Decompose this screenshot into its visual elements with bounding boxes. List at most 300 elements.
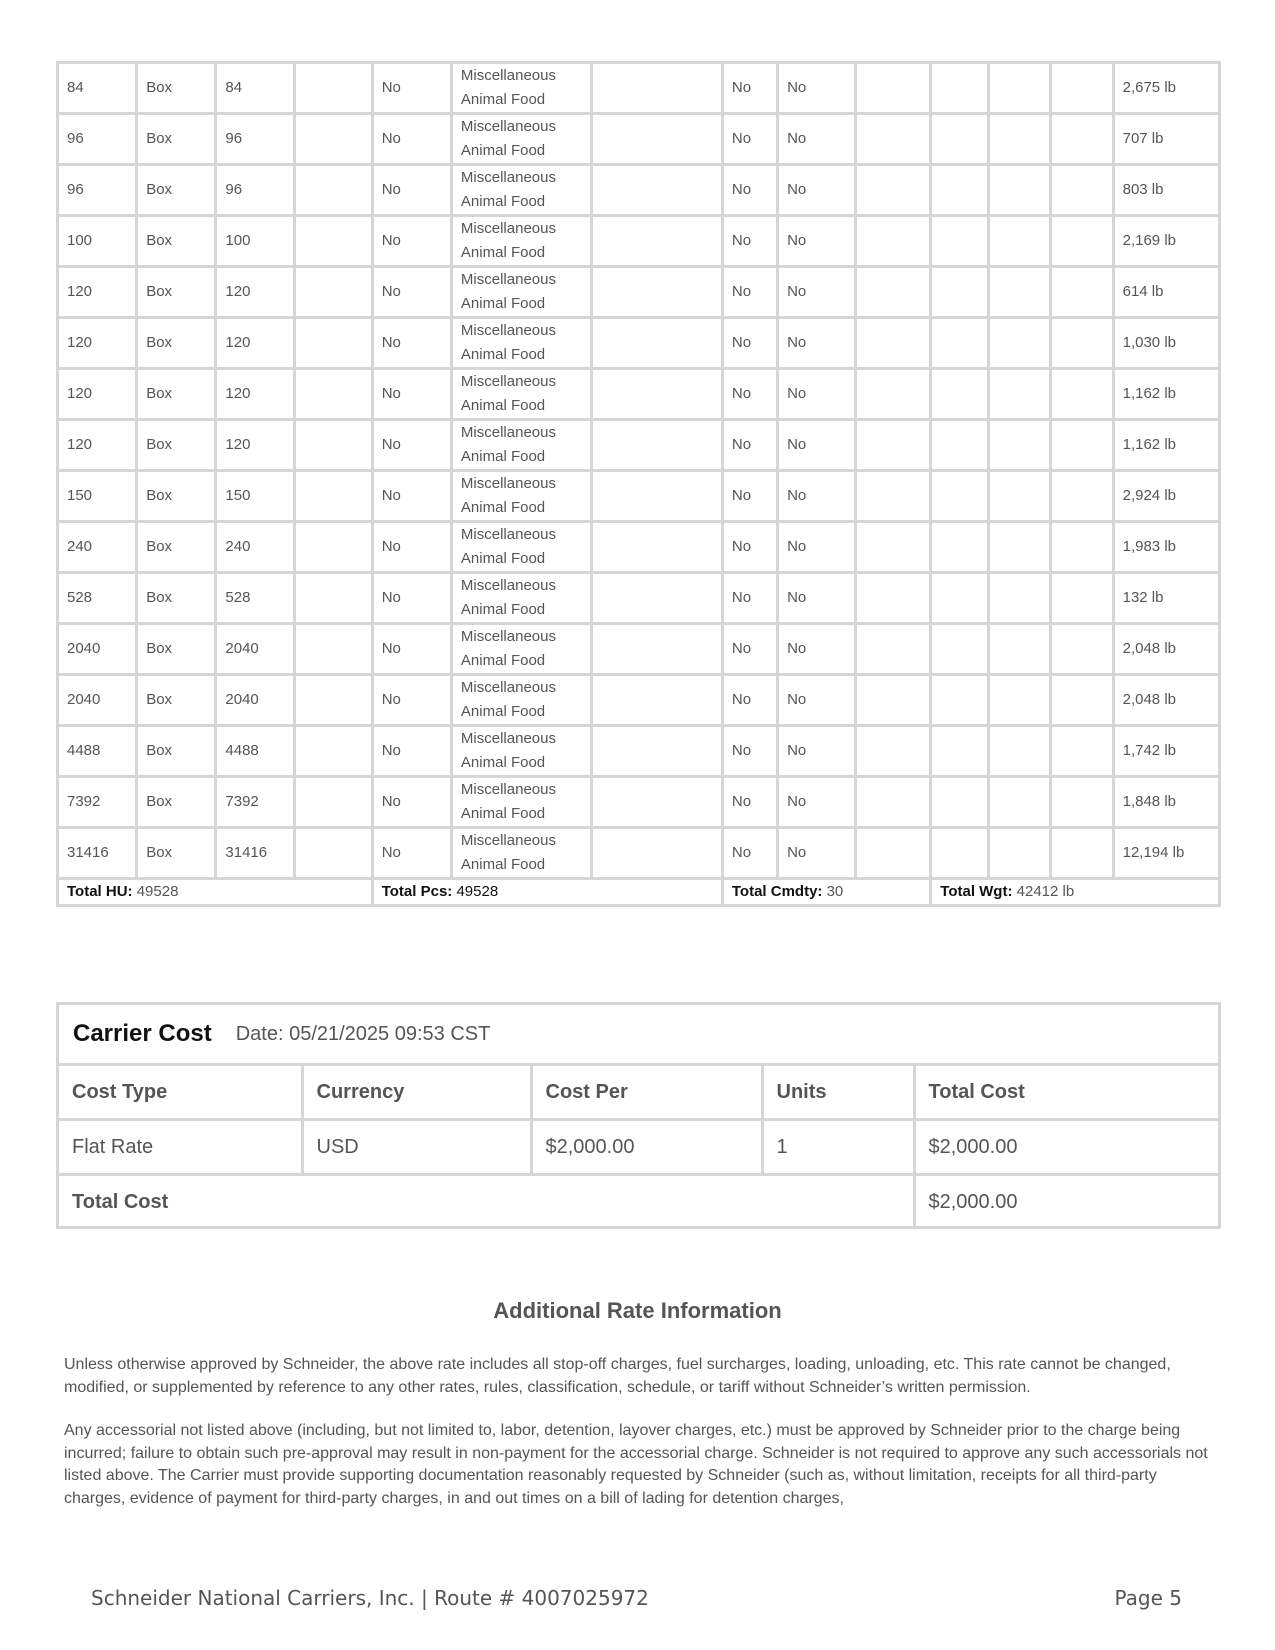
cell-pieces: 150	[216, 471, 294, 522]
cell-empty	[988, 420, 1051, 471]
cell-pieces: 120	[216, 369, 294, 420]
cell-handling-units: 120	[58, 267, 137, 318]
cell-empty	[1051, 777, 1114, 828]
cell-empty	[1051, 267, 1114, 318]
cell-pieces: 96	[216, 114, 294, 165]
cost-header-cell: Units	[762, 1066, 914, 1120]
cost-total-value: $2,000.00	[928, 1190, 1018, 1213]
cell-empty	[856, 471, 931, 522]
description-line-1: Miscellaneous	[460, 322, 556, 339]
cell-empty	[591, 420, 722, 471]
cell-empty	[591, 216, 722, 267]
cost-header-row	[59, 1066, 1218, 1120]
cell-pieces: 4488	[216, 726, 294, 777]
cell-empty	[294, 114, 372, 165]
cell-package-type: Box	[137, 573, 216, 624]
cost-total-label: Total Cost	[59, 1175, 914, 1229]
cell-empty	[591, 471, 722, 522]
cell-weight: 2,048 lb	[1113, 675, 1219, 726]
cell-package-type: Box	[137, 114, 216, 165]
description-line-1: Miscellaneous	[460, 169, 556, 186]
cell-description	[451, 63, 591, 114]
description-line-1: Miscellaneous	[460, 832, 556, 849]
commodity-row	[58, 267, 1220, 318]
commodity-row	[58, 777, 1220, 828]
cell-flag: No	[778, 522, 856, 573]
cell-empty	[931, 828, 988, 879]
commodity-row	[58, 624, 1220, 675]
cell-empty	[1051, 420, 1114, 471]
cell-package-type: Box	[137, 318, 216, 369]
cell-handling-units: 120	[58, 318, 137, 369]
cell-empty	[294, 828, 372, 879]
cell-empty	[591, 114, 722, 165]
cell-empty	[591, 267, 722, 318]
description-line-1: Miscellaneous	[460, 781, 556, 798]
cell-empty	[931, 216, 988, 267]
cell-flag: No	[778, 675, 856, 726]
description-line-1: Miscellaneous	[460, 373, 556, 390]
cell-package-type: Box	[137, 63, 216, 114]
cell-description	[451, 471, 591, 522]
cell-empty	[294, 726, 372, 777]
cell-empty	[988, 522, 1051, 573]
description-line-2: Animal Food	[460, 244, 546, 261]
cell-pieces: 31416	[216, 828, 294, 879]
commodity-row	[58, 573, 1220, 624]
cell-hazmat: No	[372, 216, 451, 267]
cell-flag: No	[722, 624, 777, 675]
description-line-2: Animal Food	[460, 652, 546, 669]
cell-empty	[1051, 675, 1114, 726]
description-line-2: Animal Food	[460, 397, 546, 414]
commodity-row	[58, 63, 1220, 114]
cell-hazmat: No	[372, 114, 451, 165]
cell-empty	[591, 573, 722, 624]
cell-empty	[931, 420, 988, 471]
cell-empty	[988, 471, 1051, 522]
cell-hazmat: No	[372, 471, 451, 522]
description-line-1: Miscellaneous	[460, 424, 556, 441]
cell-empty	[931, 726, 988, 777]
cell-package-type: Box	[137, 216, 216, 267]
cell-handling-units: 100	[58, 216, 137, 267]
cell-empty	[988, 267, 1051, 318]
cell-flag: No	[722, 675, 777, 726]
cell-empty	[1051, 63, 1114, 114]
cell-flag: No	[722, 828, 777, 879]
cell-empty	[591, 726, 722, 777]
cell-pieces: 528	[216, 573, 294, 624]
cell-empty	[856, 624, 931, 675]
cell-pieces: 2040	[216, 675, 294, 726]
cell-empty	[856, 267, 931, 318]
description-line-1: Miscellaneous	[460, 577, 556, 594]
cell-package-type: Box	[137, 624, 216, 675]
description-line-2: Animal Food	[460, 703, 546, 720]
cell-empty	[294, 420, 372, 471]
total-wgt-value: 42412 lb	[1016, 883, 1075, 900]
cell-weight: 1,983 lb	[1113, 522, 1219, 573]
cell-flag: No	[778, 369, 856, 420]
total-hu-label: Total HU:	[67, 883, 133, 900]
cell-package-type: Box	[137, 726, 216, 777]
cell-flag: No	[722, 267, 777, 318]
description-line-1: Miscellaneous	[460, 118, 556, 135]
cell-empty	[931, 624, 988, 675]
description-line-1: Miscellaneous	[460, 67, 556, 84]
cell-weight: 1,848 lb	[1113, 777, 1219, 828]
cell-flag: No	[722, 420, 777, 471]
cell-hazmat: No	[372, 420, 451, 471]
total-cmdty-label: Total Cmdty:	[731, 883, 823, 900]
cell-weight: 2,169 lb	[1113, 216, 1219, 267]
cell-flag: No	[722, 777, 777, 828]
description-line-1: Miscellaneous	[460, 475, 556, 492]
cell-description	[451, 777, 591, 828]
cell-empty	[591, 624, 722, 675]
cell-pieces: 120	[216, 318, 294, 369]
cost-cell: $2,000.00	[531, 1120, 762, 1175]
cell-flag: No	[778, 726, 856, 777]
commodity-row	[58, 114, 1220, 165]
total-wgt	[931, 879, 1220, 906]
description-line-2: Animal Food	[460, 805, 546, 822]
cell-hazmat: No	[372, 828, 451, 879]
cell-handling-units: 96	[58, 165, 137, 216]
cell-empty	[988, 114, 1051, 165]
cell-handling-units: 4488	[58, 726, 137, 777]
cell-hazmat: No	[372, 624, 451, 675]
description-line-2: Animal Food	[460, 448, 546, 465]
cell-description	[451, 420, 591, 471]
description-line-2: Animal Food	[460, 550, 546, 567]
commodity-row	[58, 318, 1220, 369]
cell-empty	[931, 267, 988, 318]
cost-cell: $2,000.00	[914, 1120, 1218, 1175]
cell-flag: No	[778, 471, 856, 522]
cell-empty	[294, 369, 372, 420]
description-line-2: Animal Food	[460, 346, 546, 363]
cell-empty	[1051, 471, 1114, 522]
cell-weight: 12,194 lb	[1113, 828, 1219, 879]
cost-total-row	[59, 1175, 1218, 1229]
commodity-row	[58, 675, 1220, 726]
cell-empty	[988, 63, 1051, 114]
cell-package-type: Box	[137, 267, 216, 318]
cell-weight: 803 lb	[1113, 165, 1219, 216]
cell-handling-units: 120	[58, 420, 137, 471]
cell-empty	[931, 114, 988, 165]
cell-empty	[856, 420, 931, 471]
cell-empty	[856, 573, 931, 624]
cell-description	[451, 573, 591, 624]
cell-pieces: 7392	[216, 777, 294, 828]
cell-flag: No	[778, 624, 856, 675]
commodity-row	[58, 726, 1220, 777]
commodity-row	[58, 369, 1220, 420]
cell-description	[451, 267, 591, 318]
cell-handling-units: 2040	[58, 624, 137, 675]
cell-empty	[294, 573, 372, 624]
cost-cell: USD	[302, 1120, 531, 1175]
cell-description	[451, 522, 591, 573]
description-line-2: Animal Food	[460, 91, 546, 108]
cell-flag: No	[778, 267, 856, 318]
cell-empty	[856, 165, 931, 216]
cell-empty	[988, 216, 1051, 267]
cell-empty	[988, 369, 1051, 420]
cell-flag: No	[722, 522, 777, 573]
cell-weight: 2,924 lb	[1113, 471, 1219, 522]
footer-page-number: Page 5	[1114, 1586, 1182, 1610]
cell-empty	[931, 165, 988, 216]
cell-empty	[931, 318, 988, 369]
cell-empty	[591, 369, 722, 420]
cell-weight: 1,162 lb	[1113, 420, 1219, 471]
cell-handling-units: 528	[58, 573, 137, 624]
cell-hazmat: No	[372, 267, 451, 318]
carrier-cost-table	[59, 1066, 1218, 1228]
cell-flag: No	[722, 63, 777, 114]
cell-empty	[931, 63, 988, 114]
cell-flag: No	[722, 318, 777, 369]
cell-empty	[1051, 828, 1114, 879]
rate-paragraph-2: Any accessorial not listed above (including, but not limited to, labor, detention, layover charges, etc.) must be approved by Schneider prior to the charge being incurred; failure to obtain such pre-approval may result in non-payment for the accessorial charge. Schneider is not required to approve any such accessorials not listed above. The Carrier must provide supporting documentation reasonably requested by Schneider (such as, without limitation, receipts for all third-party charges, evidence of payment for third-party charges, in and out times on a bill of lading for detention charges,	[64, 1422, 1208, 1507]
cell-flag: No	[722, 726, 777, 777]
cell-empty	[931, 471, 988, 522]
cell-empty	[1051, 216, 1114, 267]
cell-pieces: 100	[216, 216, 294, 267]
cell-handling-units: 7392	[58, 777, 137, 828]
commodities-body	[58, 63, 1220, 879]
cell-empty	[1051, 165, 1114, 216]
commodity-row	[58, 420, 1220, 471]
cell-flag: No	[778, 420, 856, 471]
cell-description	[451, 624, 591, 675]
total-pcs-label: Total Pcs:	[381, 883, 453, 900]
cell-description	[451, 216, 591, 267]
cell-description	[451, 369, 591, 420]
cell-package-type: Box	[137, 828, 216, 879]
cell-empty	[931, 369, 988, 420]
description-line-1: Miscellaneous	[460, 220, 556, 237]
total-cmdty-value: 30	[826, 883, 844, 900]
cost-header-cell: Total Cost	[914, 1066, 1218, 1120]
cell-weight: 2,675 lb	[1113, 63, 1219, 114]
cell-empty	[856, 114, 931, 165]
description-line-1: Miscellaneous	[460, 730, 556, 747]
cell-pieces: 96	[216, 165, 294, 216]
cell-empty	[1051, 624, 1114, 675]
cell-empty	[856, 726, 931, 777]
cell-empty	[294, 216, 372, 267]
commodity-row	[58, 216, 1220, 267]
cell-flag: No	[722, 369, 777, 420]
description-line-2: Animal Food	[460, 856, 546, 873]
cell-empty	[988, 165, 1051, 216]
cell-empty	[856, 369, 931, 420]
cell-empty	[294, 471, 372, 522]
cell-description	[451, 828, 591, 879]
cell-empty	[294, 624, 372, 675]
cell-pieces: 240	[216, 522, 294, 573]
cell-weight: 2,048 lb	[1113, 624, 1219, 675]
cell-empty	[988, 675, 1051, 726]
cell-hazmat: No	[372, 63, 451, 114]
cell-flag: No	[722, 114, 777, 165]
cell-empty	[856, 777, 931, 828]
footer-company-route: Schneider National Carriers, Inc. | Route # 4007025972	[91, 1586, 649, 1610]
cell-empty	[856, 216, 931, 267]
cell-weight: 132 lb	[1113, 573, 1219, 624]
cell-description	[451, 165, 591, 216]
cell-empty	[1051, 369, 1114, 420]
cell-empty	[591, 318, 722, 369]
total-pcs	[372, 879, 722, 906]
cell-description	[451, 318, 591, 369]
cell-description	[451, 726, 591, 777]
description-line-2: Animal Food	[460, 754, 546, 771]
commodity-row	[58, 522, 1220, 573]
cell-empty	[931, 573, 988, 624]
description-line-2: Animal Food	[460, 193, 546, 210]
cell-package-type: Box	[137, 165, 216, 216]
cell-hazmat: No	[372, 318, 451, 369]
cell-empty	[294, 318, 372, 369]
cell-flag: No	[722, 216, 777, 267]
cell-handling-units: 2040	[58, 675, 137, 726]
commodities-table	[56, 61, 1221, 907]
cell-handling-units: 84	[58, 63, 137, 114]
cell-empty	[988, 624, 1051, 675]
cell-hazmat: No	[372, 522, 451, 573]
cell-package-type: Box	[137, 777, 216, 828]
cell-flag: No	[722, 573, 777, 624]
cell-flag: No	[778, 828, 856, 879]
cell-weight: 614 lb	[1113, 267, 1219, 318]
carrier-cost-title: Carrier Cost	[73, 1020, 212, 1047]
cell-weight: 1,030 lb	[1113, 318, 1219, 369]
cell-flag: No	[778, 573, 856, 624]
cell-weight: 1,162 lb	[1113, 369, 1219, 420]
cell-empty	[856, 318, 931, 369]
cell-empty	[1051, 318, 1114, 369]
cell-flag: No	[778, 63, 856, 114]
total-pcs-value: 49528	[456, 883, 499, 900]
cell-empty	[294, 267, 372, 318]
cell-empty	[294, 165, 372, 216]
cell-handling-units: 240	[58, 522, 137, 573]
cell-empty	[988, 828, 1051, 879]
cell-flag: No	[778, 165, 856, 216]
description-line-2: Animal Food	[460, 499, 546, 516]
cost-cell: 1	[762, 1120, 914, 1175]
carrier-cost-header	[59, 1005, 1218, 1066]
commodity-row	[58, 828, 1220, 879]
commodity-row	[58, 165, 1220, 216]
cell-package-type: Box	[137, 471, 216, 522]
carrier-cost-panel	[56, 1002, 1221, 1229]
total-hu-value: 49528	[136, 883, 179, 900]
description-line-1: Miscellaneous	[460, 628, 556, 645]
cell-empty	[591, 63, 722, 114]
cell-empty	[988, 318, 1051, 369]
cell-empty	[591, 675, 722, 726]
cell-hazmat: No	[372, 165, 451, 216]
total-hu	[58, 879, 373, 906]
description-line-1: Miscellaneous	[460, 271, 556, 288]
cell-empty	[856, 828, 931, 879]
cell-pieces: 120	[216, 420, 294, 471]
cell-description	[451, 114, 591, 165]
cell-flag: No	[778, 114, 856, 165]
description-line-1: Miscellaneous	[460, 526, 556, 543]
cell-handling-units: 150	[58, 471, 137, 522]
cell-empty	[591, 828, 722, 879]
cell-empty	[931, 675, 988, 726]
cell-handling-units: 31416	[58, 828, 137, 879]
cost-header-cell: Cost Type	[59, 1066, 302, 1120]
cell-empty	[931, 522, 988, 573]
cell-weight: 707 lb	[1113, 114, 1219, 165]
cell-empty	[1051, 573, 1114, 624]
cell-weight: 1,742 lb	[1113, 726, 1219, 777]
cell-empty	[1051, 726, 1114, 777]
cell-empty	[591, 777, 722, 828]
cell-flag: No	[778, 318, 856, 369]
cell-handling-units: 96	[58, 114, 137, 165]
cell-flag: No	[722, 165, 777, 216]
description-line-1: Miscellaneous	[460, 679, 556, 696]
cell-empty	[856, 675, 931, 726]
cell-package-type: Box	[137, 369, 216, 420]
cell-package-type: Box	[137, 420, 216, 471]
cell-empty	[856, 63, 931, 114]
cell-empty	[1051, 114, 1114, 165]
cell-empty	[294, 522, 372, 573]
cell-package-type: Box	[137, 675, 216, 726]
cell-pieces: 120	[216, 267, 294, 318]
cell-pieces: 2040	[216, 624, 294, 675]
cell-flag: No	[778, 216, 856, 267]
cell-empty	[294, 63, 372, 114]
commodity-row	[58, 471, 1220, 522]
rate-paragraph-1: Unless otherwise approved by Schneider, the above rate includes all stop-off charges, fuel surcharges, loading, unloading, etc. This rate cannot be changed, modified, or supplemented by reference to any other rates, rules, classification, schedule, or tariff without Schneider’s written permission.	[64, 1356, 1171, 1396]
cell-handling-units: 120	[58, 369, 137, 420]
description-line-2: Animal Food	[460, 601, 546, 618]
cell-empty	[931, 777, 988, 828]
cell-hazmat: No	[372, 573, 451, 624]
cost-data-row	[59, 1120, 1218, 1175]
cell-hazmat: No	[372, 777, 451, 828]
cell-hazmat: No	[372, 369, 451, 420]
cell-empty	[294, 777, 372, 828]
cost-header-cell: Currency	[302, 1066, 531, 1120]
cell-flag: No	[722, 471, 777, 522]
cell-empty	[591, 522, 722, 573]
cell-flag: No	[778, 777, 856, 828]
cell-hazmat: No	[372, 726, 451, 777]
cost-cell: Flat Rate	[59, 1120, 302, 1175]
cell-empty	[988, 726, 1051, 777]
cell-empty	[988, 573, 1051, 624]
total-cmdty	[722, 879, 930, 906]
cell-empty	[591, 165, 722, 216]
description-line-2: Animal Food	[460, 295, 546, 312]
total-wgt-label: Total Wgt:	[940, 883, 1013, 900]
cell-pieces: 84	[216, 63, 294, 114]
